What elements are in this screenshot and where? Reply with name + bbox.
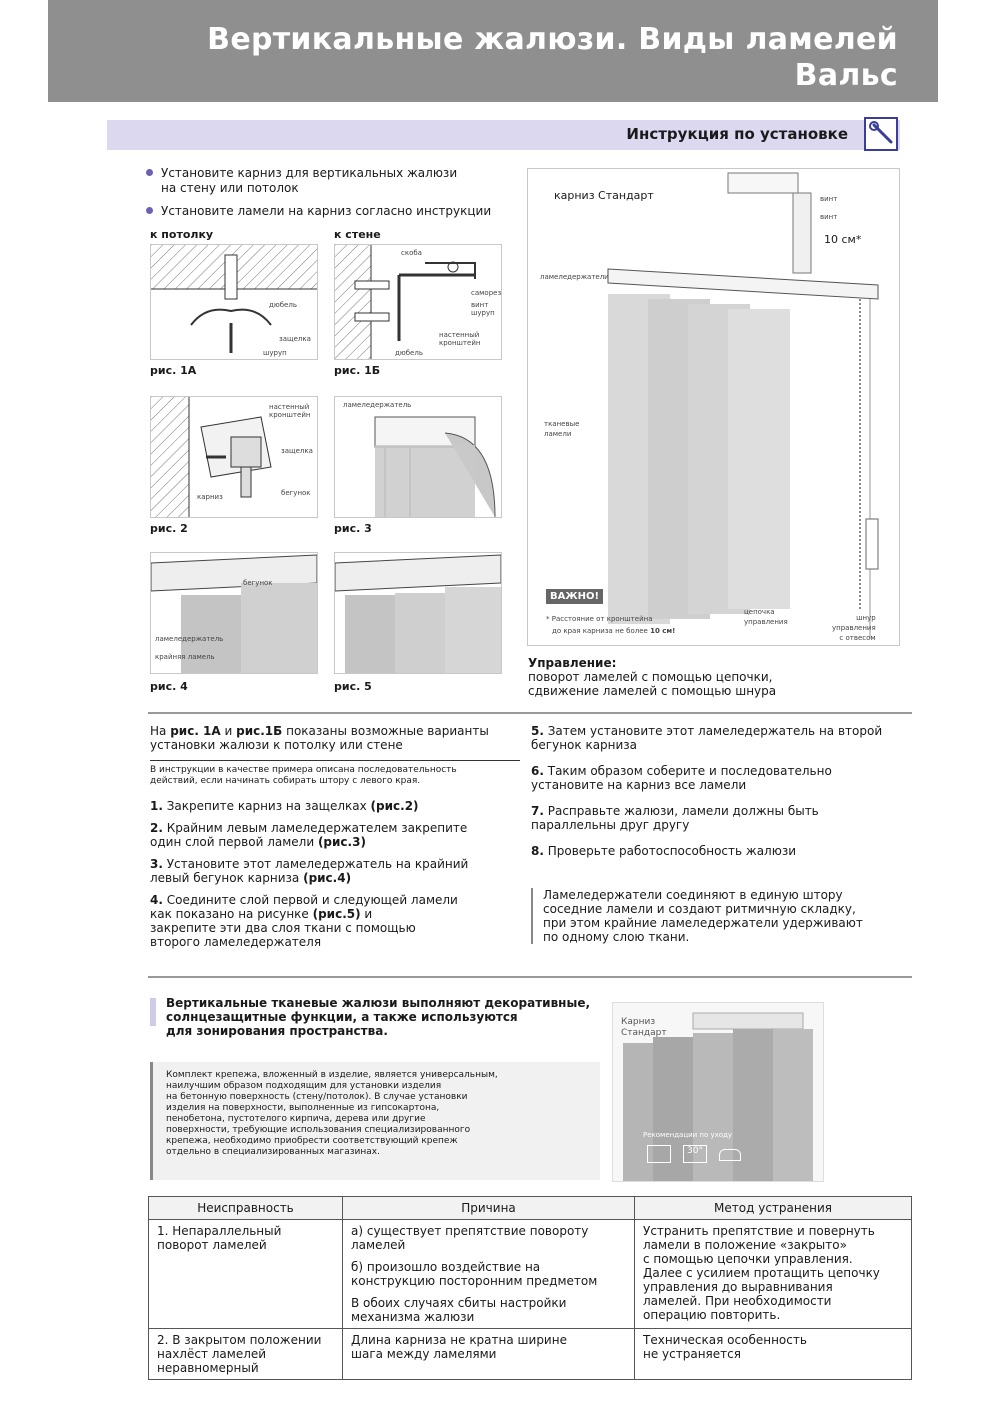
fault-cell: 2. В закрытом положении нахлёст ламелей неравномерный (149, 1329, 343, 1380)
figure-2 (150, 396, 318, 518)
fig2-part-runner: бегунок (281, 489, 311, 497)
temperature-icon: 30° (683, 1145, 707, 1163)
fault-cell: 1. Непараллельный поворот ламелей (149, 1220, 343, 1329)
fig2-part-wallbracket: настенный кронштейн (269, 403, 311, 419)
steps-right (531, 724, 915, 944)
step-3: 3. Установите этот ламеледержатель на крайний левый бегунок карниза (рис.4) (150, 857, 469, 885)
steps-left (150, 724, 520, 949)
figure-1a (150, 244, 318, 360)
step-6: 6. Таким образом соберите и последовательно установите на карниз все ламели (531, 764, 832, 792)
fig1b-part-dowel: дюбель (395, 349, 423, 357)
fig1b-part-bracket: скоба (401, 249, 422, 257)
fig1b-caption: рис. 1Б (334, 364, 381, 377)
diagram-cord-label: шнур управления с отвесом (832, 614, 876, 642)
diagram-note-line2: до края карниза не более 10 см! (552, 627, 676, 635)
troubleshooting-table (148, 1196, 912, 1380)
control-block (528, 656, 776, 698)
diagram-fabric-label: тканевые ламели (544, 420, 580, 438)
table-row (149, 1329, 912, 1380)
diagram-note-line1: * Расстояние от кронштейна (546, 615, 653, 623)
lead-paragraph: На рис. 1А и рис.1Б показаны возможные варианты установки жалюзи к потолку или стене (150, 724, 489, 752)
fig1a-part-screw: шуруп (263, 349, 287, 357)
fig1b-part-wallbracket: настенный кронштейн (439, 331, 481, 347)
step-4: 4. Соедините слой первой и следующей ламели как показано на рисунке (рис.5) и закрепите эти два слоя ткани с помощью второго ламеледержателя (150, 893, 458, 949)
wall-label: к стене (334, 228, 381, 241)
fig4-part-holder: ламеледержатель (155, 635, 224, 643)
figure-1b (334, 244, 502, 360)
holders-quote: Ламеледержатели соединяют в единую штору соседние ламели и создают ритмичную складку, при этом крайние ламеледержатели удерживают по одному слою ткани. (531, 888, 915, 944)
fig4-caption: рис. 4 (150, 680, 188, 693)
diagram-holders-label: ламеледержатели (540, 273, 609, 281)
fig1a-part-latch: защелка (279, 335, 311, 343)
page-title-line1: Вертикальные жалюзи. Виды ламелей (207, 22, 898, 57)
diagram-screw-label-1: винт (820, 195, 838, 203)
bullet-dot-icon (146, 169, 153, 176)
step-1: 1. Закрепите карниз на защелках (рис.2) (150, 799, 419, 813)
col-cause: Причина (343, 1197, 635, 1220)
step-2: 2. Крайним левым ламеледержателем закрепите один слой первой ламели (рис.3) (150, 821, 468, 849)
fig1b-part-screw: винт шуруп (471, 301, 495, 317)
iron-icon (719, 1149, 741, 1161)
about-text: Вертикальные тканевые жалюзи выполняют декоративные, солнцезащитные функции, а также используются для зонирования пространства. (166, 996, 591, 1038)
figure-5-drawing (335, 553, 501, 673)
care-label: Рекомендации по уходу (643, 1131, 733, 1139)
fig4-part-runner: бегунок (243, 579, 273, 587)
product-photo (612, 1002, 824, 1182)
control-title: Управление: (528, 656, 617, 670)
fig1b-part-selftap: саморез (471, 289, 502, 297)
left-note: В инструкции в качестве примера описана последовательность действий, если начинать собирать штору с левого края. (150, 760, 520, 787)
section-divider-1 (148, 712, 912, 714)
control-line2: сдвижение ламелей с помощью шнура (528, 684, 777, 698)
photo-label: Карниз Стандарт (621, 1017, 667, 1038)
fig5-caption: рис. 5 (334, 680, 372, 693)
fig3-part-holder: ламеледержатель (343, 401, 412, 409)
diagram-distance: 10 см* (824, 233, 862, 246)
control-line1: поворот ламелей с помощью цепочки, (528, 670, 773, 684)
about-accent-bar (150, 998, 156, 1026)
fig2-caption: рис. 2 (150, 522, 188, 535)
cornice-diagram (527, 168, 900, 646)
figure-3-drawing (335, 397, 501, 517)
diagram-chain-label: цепочка управления (744, 608, 788, 626)
table-row (149, 1220, 912, 1329)
col-fault: Неисправность (149, 1197, 343, 1220)
wrench-icon (864, 117, 898, 151)
diagram-important-badge: ВАЖНО! (546, 589, 603, 604)
troubleshooting-table-wrap (148, 1196, 912, 1380)
diagram-cornice-label: карниз Стандарт (554, 189, 654, 202)
step-8: 8. Проверьте работоспособность жалюзи (531, 844, 796, 858)
page-header (48, 0, 938, 102)
fig1a-part-dowel: дюбель (269, 301, 297, 309)
fig3-caption: рис. 3 (334, 522, 372, 535)
col-fix: Метод устранения (635, 1197, 912, 1220)
instruction-label: Инструкция по установке (626, 125, 848, 143)
cause-cell: Длина карниза не кратна ширине шага между ламелями (343, 1329, 635, 1380)
section-divider-2 (148, 976, 912, 978)
fig1a-caption: рис. 1А (150, 364, 197, 377)
ceiling-label: к потолку (150, 228, 214, 241)
wash-icon (647, 1145, 671, 1163)
fix-cell: Устранить препятствие и повернуть ламели в положение «закрыто» с помощью цепочки управления. Далее с усилием протащить цепочку управления до выравнивания ламелей. При необходимости операцию повторить. (635, 1220, 912, 1329)
fig2-part-cornice: карниз (197, 493, 223, 501)
step-5: 5. Затем установите этот ламеледержатель на второй бегунок карниза (531, 724, 883, 752)
diagram-screw-label-2: винт (820, 213, 838, 221)
figure-4 (150, 552, 318, 674)
figure-5 (334, 552, 502, 674)
about-note: Комплект крепежа, вложенный в изделие, является универсальным, наилучшим образом подходящим для установки изделия на бетонную поверхность (стену/потолок). В случае установки изделия на поверхности, выполненные из гипсокартона, пенобетона, пустотелого кирпича, дерева или другие поверхности, требующие использования специализированного крепежа, необходимо приобрести соответствующий крепеж отдельно в специализированных магазинах. (166, 1070, 498, 1157)
bullet-dot-icon (146, 207, 153, 214)
intro-bullet-2: Установите ламели на карниз согласно инструкции (146, 204, 491, 219)
instruction-band (107, 120, 900, 150)
fix-cell: Техническая особенность не устраняется (635, 1329, 912, 1380)
step-7: 7. Расправьте жалюзи, ламели должны быть параллельны друг другу (531, 804, 819, 832)
fig2-part-latch: защелка (281, 447, 313, 455)
intro-bullet-1: Установите карниз для вертикальных жалюзи на стену или потолок (146, 166, 457, 196)
fig4-part-edge-slat: крайняя ламель (155, 653, 215, 661)
figure-3 (334, 396, 502, 518)
page-title-line2: Вальс (794, 58, 898, 93)
cause-cell: а) существует препятствие повороту ламелей б) произошло воздействие на конструкцию посторонним предметом В обоих случаях сбиты настройки механизма жалюзи (343, 1220, 635, 1329)
